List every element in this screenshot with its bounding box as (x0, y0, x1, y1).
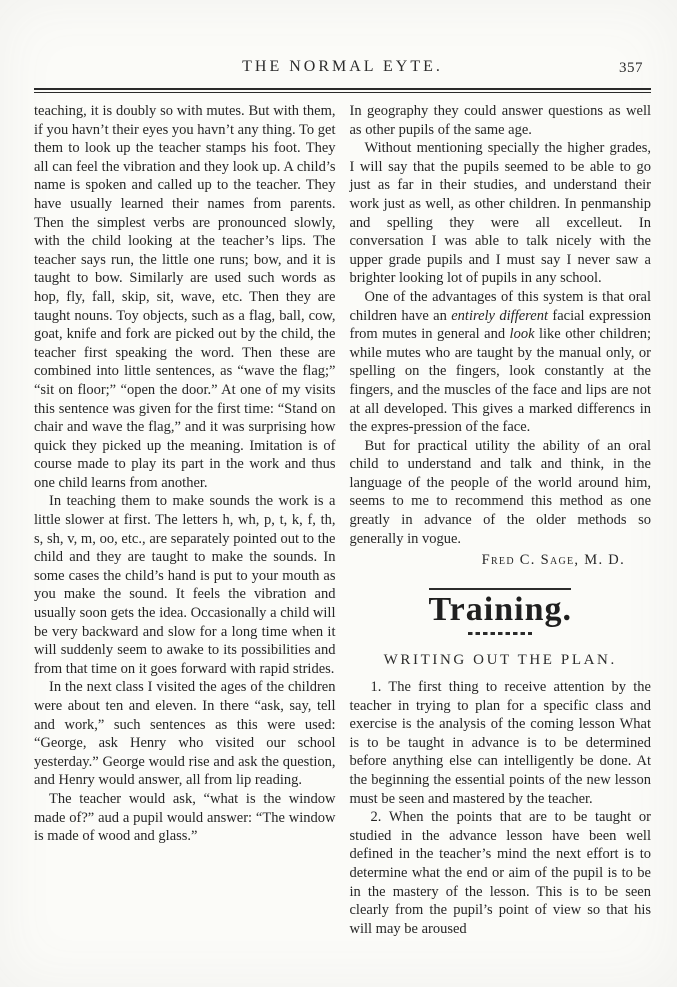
right-column (350, 102, 652, 938)
paragraph: In teaching them to make sounds the work is a little slower at first. The letters h, wh, p, t, k, f, th, s, sh, v, m, oo, etc., are separately pointed out to the child and they are taught to make the sounds. In some cases the child’s hand is put to your mouth as you make the sound. It feels the vibration and usually soon gets the idea. Occasionally a child will be very backward and slow for a long time when it will suddenly seem to awake to its possibilities and from that time on it goes forward with rapid strides. (34, 493, 336, 677)
paragraph: The teacher would ask, “what is the window made of?” aud a pupil would answer: “The window is made of wood and glass.” (34, 790, 336, 845)
paragraph: But for practical utility the ability of an oral child to understand and talk and think, in the language of the people of the world around him, seems to me to recommend this method as one greatly in advance of the older methods so generally in vogue. (349, 437, 651, 547)
journal-title: THE NORMAL EYTE. (242, 58, 443, 75)
italic-text: entirely different (451, 307, 548, 324)
dashed-rule-ornament (468, 632, 532, 635)
page-number: 357 (619, 60, 643, 76)
paragraph-continuation: teaching, it is doubly so with mutes. But with them, if you havn’t their eyes you havn’t any thing. To get them to look up the teacher stamps his foot. They all can feel the vibration and they look up. A child’s name is spoken and called up to the teacher. They have usually learned their names from parents. Then the simplest verbs are pronounced slowly, with the child looking at the teacher’s lips. The teacher says run, the little one runs; bow, and it is taught to bow. Similarly are used such words as hop, fly, fall, skip, sit, wave, etc. Then they are taught nouns. Toy objects, such as a flag, ball, cow, goat, knife and fork are picked out by the child, the teacher first speaking the word. Then these are combined into little sentences, as “wave the flag;” “sit on floor;” “open the door.” At one of my visits this sentence was given for the first time: “Stand on chair and wave the flag,” and it was surprising how quick they picked up the meaning. Imitation is of course made to play its part in the work and thus one child learns from another. (34, 103, 336, 491)
text-segment: One of the advantages of this system is that oral children have an (349, 288, 651, 324)
numbered-paragraph: 1. The first thing to receive attention by the teacher in trying to plan for a specific class and exercise is the analysis of the coming lesson What is to be taught in advance is to be determined before anything else can intelligently be done. At the beginning the essential points of the new lesson must be seen and mastered by the teacher. (349, 679, 651, 807)
paragraph: In the next class I visited the ages of the children were about ten and eleven. In there “ask, say, tell and work,” such sentences as this were used: “George, ask Henry who visited our school yesterday.” George would rise and ask the question, and Henry would answer, all from lip reading. (34, 679, 336, 789)
text-segment: facial expression from mutes in general and (349, 307, 651, 343)
text-segment: like other children; while mutes who are taught by the manual only, or spelling on the fingers, look constantly at the fingers, and the muscles of the face and lips are not at all developed. This gives a marked differencs in the expres-pression of the face. (349, 326, 651, 436)
paragraph: Without mentioning specially the higher grades, I will say that the pupils seemed to be able to go just as far in their studies, and understand their work just as well, as other children. In penmanship and spelling they were all excelleut. In conversation I was able to talk nicely with the upper grade pupils and I must say I never saw a brighter looking lot of pupils in any school. (349, 140, 651, 287)
header-double-rule (34, 88, 651, 93)
page-header (34, 58, 651, 93)
running-head (34, 58, 651, 80)
byline: Fred C. Sage, M. D. (481, 552, 625, 569)
section-title: Training. (428, 590, 572, 628)
paragraph-continuation: In geography they could answer questions as well as other pupils of the same age. (349, 103, 651, 138)
section-divider-rule (429, 588, 571, 590)
paragraph-with-italics (350, 288, 652, 437)
italic-text: look (509, 326, 535, 343)
left-column (34, 102, 336, 938)
two-column-body (34, 102, 651, 938)
section-subtitle: WRITING OUT THE PLAN. (383, 652, 617, 669)
numbered-paragraph: 2. When the points that are to be taught or studied in the advance lesson have been well defined in the teacher’s mind the next effort is to determine what the end or aim of the pupil is to be in the mastery of the lesson. This is to be seen clearly from the pupil’s point of view so that his will may be aroused (349, 809, 651, 937)
